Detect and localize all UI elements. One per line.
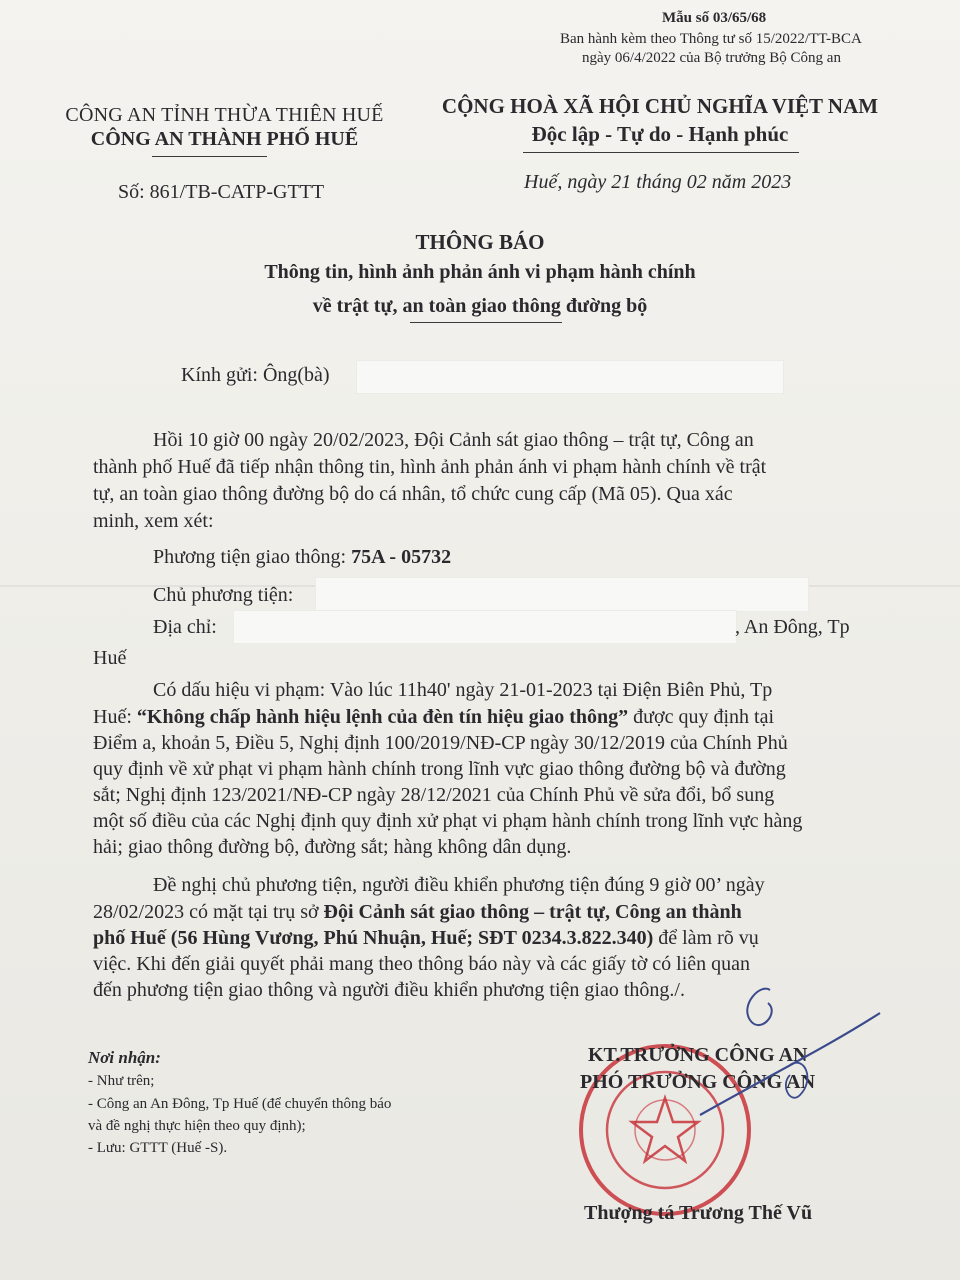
place-date: Huế, ngày 21 tháng 02 năm 2023: [524, 171, 792, 193]
para1-line-4: minh, xem xét:: [93, 510, 214, 532]
violation-line-5: sắt; Nghị định 123/2021/NĐ-CP ngày 28/12/2021 của Chính Phủ về sửa đổi, bổ sung: [93, 784, 775, 806]
agency-parent: CÔNG AN TỈNH THỪA THIÊN HUẾ: [65, 104, 384, 126]
request-line-5: đến phương tiện giao thông và người điều khiển phương tiện giao thông./.: [93, 979, 685, 1001]
redacted-owner-name: [315, 577, 809, 612]
request-office: Đội Cảnh sát giao thông – trật tự, Công an thành: [323, 901, 742, 923]
vehicle-plate-value: 75A - 05732: [351, 546, 452, 568]
subject-line-1: Thông tin, hình ảnh phản ánh vi phạm hành chính: [264, 261, 696, 283]
subject-line-2: về trật tự, an toàn giao thông đường bộ: [312, 295, 648, 317]
request-line-3: [93, 927, 759, 950]
vehicle-row: [153, 546, 451, 569]
recipient-2-line-2: và đề nghị thực hiện theo quy định);: [88, 1118, 306, 1134]
violation-line-2-end: được quy định tại: [633, 706, 774, 728]
document-number: Số: 861/TB-CATP-GTTT: [118, 181, 325, 203]
para1-line-1: Hồi 10 giờ 00 ngày 20/02/2023, Đội Cảnh sát giao thông – trật tự, Công an: [153, 429, 754, 451]
para1-line-2: thành phố Huế đã tiếp nhận thông tin, hình ảnh phản ánh vi phạm hành chính về trật: [93, 456, 767, 478]
vehicle-address-tail: , An Đông, Tp: [735, 616, 850, 638]
recipient-3: - Lưu: GTTT (Huế -S).: [88, 1140, 228, 1156]
violation-line-6: một số điều của các Nghị định quy định xử phạt vi phạm hành chính trong lĩnh vực hàng: [93, 810, 803, 832]
document-type: THÔNG BÁO: [415, 230, 545, 254]
national-motto: Độc lập - Tự do - Hạnh phúc: [531, 122, 789, 146]
signature-authority: KT.TRƯỞNG CÔNG AN: [588, 1044, 808, 1066]
recipient-2-line-1: - Công an An Đông, Tp Huế (để chuyển thông báo: [88, 1096, 392, 1112]
para1-line-3: tự, an toàn giao thông đường bộ do cá nhân, tổ chức cung cấp (Mã 05). Qua xác: [93, 483, 733, 505]
motto-underline: [523, 152, 799, 153]
violation-offense: “Không chấp hành hiệu lệnh của đèn tín hiệu giao thông”: [136, 706, 629, 728]
vehicle-address-end: Huế: [93, 647, 127, 669]
recipient-1: - Như trên;: [88, 1073, 155, 1089]
recipients-label: Nơi nhận:: [88, 1048, 161, 1067]
violation-line-4: quy định về xử phạt vi phạm hành chính trong lĩnh vực giao thông đường bộ và đường: [93, 758, 786, 780]
redacted-addressee-name: [356, 360, 784, 394]
signature-title: PHÓ TRƯỞNG CÔNG AN: [580, 1071, 816, 1093]
signer-name: Thượng tá Trương Thế Vũ: [584, 1202, 813, 1224]
violation-line-7: hải; giao thông đường bộ, đường sắt; hàng không dân dụng.: [93, 836, 572, 858]
request-line-1: Đề nghị chủ phương tiện, người điều khiển phương tiện đúng 9 giờ 00’ ngày: [153, 874, 765, 896]
violation-line-2-start: Huế:: [93, 706, 132, 728]
vehicle-plate-label: Phương tiện giao thông:: [153, 546, 347, 568]
agency-underline: [152, 156, 267, 157]
form-number: Mẫu số 03/65/68: [662, 10, 767, 26]
request-line-3-end: để làm rõ vụ: [658, 927, 759, 949]
vehicle-owner-label: Chủ phương tiện:: [153, 584, 294, 606]
national-name: CỘNG HOÀ XÃ HỘI CHỦ NGHĨA VIỆT NAM: [441, 94, 879, 118]
request-line-2-start: 28/02/2023 có mặt tại trụ sở: [93, 901, 319, 923]
request-line-4: việc. Khi đến giải quyết phải mang theo thông báo này và các giấy tờ có liên quan: [93, 953, 751, 975]
form-issued-line-2: ngày 06/4/2022 của Bộ trưởng Bộ Công an: [582, 50, 841, 66]
vehicle-address-label: Địa chỉ:: [153, 616, 217, 638]
form-issued-line-1: Ban hành kèm theo Thông tư số 15/2022/TT-BCA: [560, 31, 862, 47]
handwritten-signature: [640, 985, 900, 1135]
request-line-2: [93, 901, 742, 924]
violation-line-2: [93, 706, 774, 729]
agency-name: CÔNG AN THÀNH PHỐ HUẾ: [90, 128, 359, 150]
addressee-label: Kính gửi: Ông(bà): [181, 364, 330, 386]
violation-line-3: Điểm a, khoản 5, Điều 5, Nghị định 100/2019/NĐ-CP ngày 30/12/2019 của Chính Phủ: [93, 732, 788, 754]
redacted-address: [233, 610, 737, 644]
subject-underline: [410, 322, 562, 323]
violation-line-1: Có dấu hiệu vi phạm: Vào lúc 11h40' ngày 21-01-2023 tại Điện Biên Phủ, Tp: [153, 679, 773, 701]
request-office-address: phố Huế (56 Hùng Vương, Phú Nhuận, Huế; SĐT 0234.3.822.340): [93, 927, 654, 949]
